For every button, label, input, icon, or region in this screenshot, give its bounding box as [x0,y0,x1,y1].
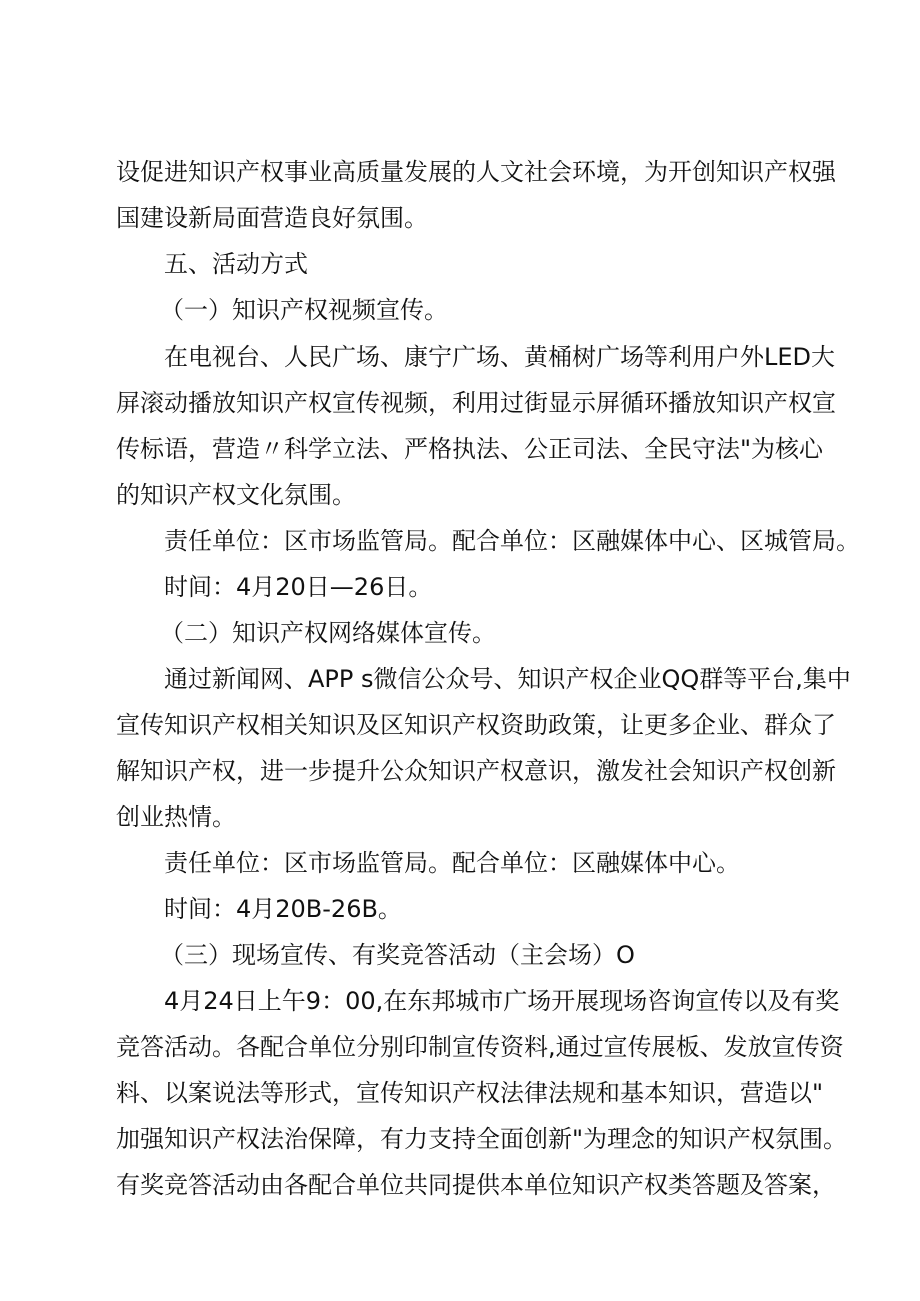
paragraph-line: 通过新闻网、APP s微信公众号、知识产权企业QQ群等平台,集中 [164,665,851,693]
paragraph-line: 4月24日上午9：00,在东邦城市广场开展现场咨询宣传以及有奖 [164,987,840,1015]
time-line: 时间：4月20日—26日。 [164,573,433,601]
paragraph-line: 解知识产权，进一步提升公众知识产权意识，激发社会知识产权创新 [116,757,836,785]
paragraph-line: 国建设新局面营造良好氛围。 [116,204,428,232]
paragraph-line: 的知识产权文化氛围。 [116,481,356,509]
paragraph-line: 竞答活动。各配合单位分别印制宣传资料,通过宣传展板、发放宣传资 [116,1033,844,1061]
section-heading: 五、活动方式 [164,250,308,278]
paragraph-line: 加强知识产权法治保障，有力支持全面创新"为理念的知识产权氛围。 [116,1125,848,1153]
responsibility-line: 责任单位：区市场监管局。配合单位：区融媒体中心、区城管局。 [164,527,860,555]
paragraph-line: 在电视台、人民广场、康宁广场、黄桶树广场等利用户外LED大 [164,343,836,371]
paragraph-line: 传标语，营造〃科学立法、严格执法、公正司法、全民守法"为核心 [116,435,824,463]
subsection-heading: （三）现场宣传、有奖竞答活动（主会场）O [160,941,635,969]
paragraph-line: 宣传知识产权相关知识及区知识产权资助政策，让更多企业、群众了 [116,711,836,739]
paragraph-line: 创业热情。 [116,803,236,831]
time-line: 时间：4月20B-26B。 [164,895,402,923]
subsection-heading: （一）知识产权视频宣传。 [160,296,448,324]
paragraph-line: 料、以案说法等形式，宣传知识产权法律法规和基本知识，营造以" [116,1079,824,1107]
paragraph-line: 有奖竞答活动由各配合单位共同提供本单位知识产权类答题及答案， [116,1171,836,1199]
subsection-heading: （二）知识产权网络媒体宣传。 [160,619,496,647]
paragraph-line: 屏滚动播放知识产权宣传视频，利用过街显示屏循环播放知识产权宣 [116,389,836,417]
responsibility-line: 责任单位：区市场监管局。配合单位：区融媒体中心。 [164,849,740,877]
paragraph-line: 设促进知识产权事业高质量发展的人文社会环境，为开创知识产权强 [116,158,836,186]
